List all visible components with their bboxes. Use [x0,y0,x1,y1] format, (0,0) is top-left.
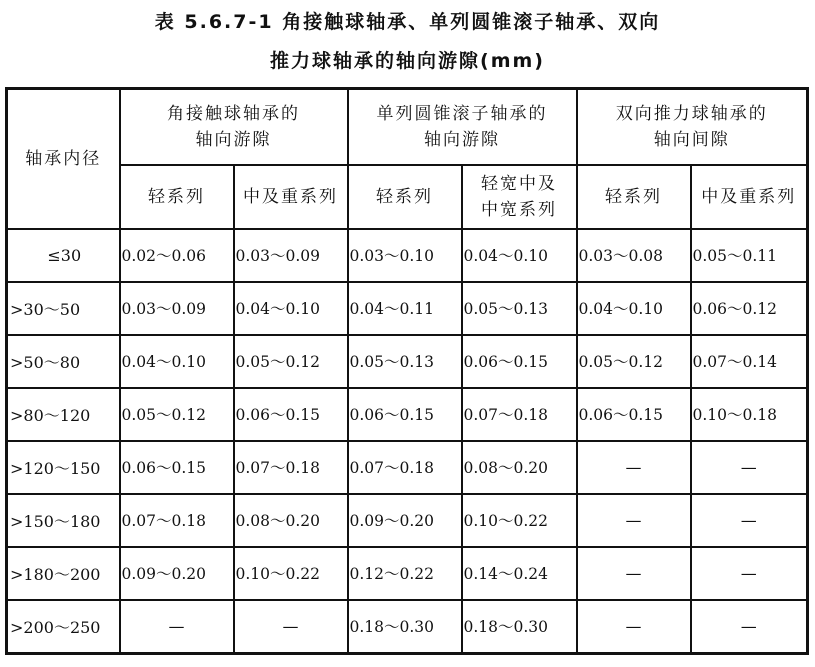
header-bore-diameter: 轴承内径 [7,89,120,229]
clearance-cell: 0.08～0.20 [462,441,577,494]
clearance-cell: 0.10～0.18 [691,388,808,441]
clearance-cell: 0.05～0.12 [234,335,348,388]
clearance-cell: 0.07～0.18 [120,494,234,547]
table-body [7,229,808,654]
table-row [7,441,808,494]
table-title-line-2: 推力球轴承的轴向游隙(mm) [270,50,545,72]
clearance-cell: 0.05～0.11 [691,229,808,282]
clearance-cell: — [577,547,691,600]
clearance-cell: — [691,600,808,654]
bore-range-cell: >150～180 [7,494,120,547]
clearance-cell: — [691,547,808,600]
subheader-cell: 轻系列 [120,165,234,229]
subheader-cell: 中及重系列 [234,165,348,229]
subheader-cell: 轻系列 [577,165,691,229]
clearance-cell: 0.02～0.06 [120,229,234,282]
header-group-thrust-ball [577,89,808,165]
clearance-cell: 0.06～0.15 [348,388,462,441]
clearance-cell: 0.04～0.11 [348,282,462,335]
clearance-cell: 0.18～0.30 [348,600,462,654]
clearance-cell: 0.05～0.13 [348,335,462,388]
clearance-cell: — [120,600,234,654]
subheader-cell: 中及重系列 [691,165,808,229]
clearance-cell: 0.06～0.12 [691,282,808,335]
clearance-cell: — [577,494,691,547]
clearance-cell: 0.03～0.08 [577,229,691,282]
clearance-cell: 0.07～0.18 [348,441,462,494]
bore-range-cell: >180～200 [7,547,120,600]
header-group-label: 单列圆锥滚子轴承的 轴向游隙 [376,103,548,150]
clearance-cell: 0.09～0.20 [120,547,234,600]
bore-range-cell: >200～250 [7,600,120,654]
header-group-angular-contact [120,89,348,165]
clearance-cell: — [577,441,691,494]
clearance-cell: 0.06～0.15 [120,441,234,494]
bore-range-cell: ≤30 [7,229,120,282]
table-row [7,229,808,282]
clearance-cell: 0.14～0.24 [462,547,577,600]
clearance-cell: 0.05～0.12 [120,388,234,441]
table-row [7,547,808,600]
clearance-cell: 0.05～0.13 [462,282,577,335]
clearance-cell: — [691,494,808,547]
clearance-cell: 0.04～0.10 [462,229,577,282]
clearance-cell: 0.10～0.22 [462,494,577,547]
clearance-cell: 0.05～0.12 [577,335,691,388]
clearance-cell: 0.06～0.15 [462,335,577,388]
subheader-cell: 轻宽中及 中宽系列 [462,165,577,229]
clearance-cell: 0.08～0.20 [234,494,348,547]
clearance-cell: 0.07～0.18 [462,388,577,441]
header-group-tapered-roller [348,89,577,165]
bore-range-cell: >50～80 [7,335,120,388]
clearance-cell: 0.04～0.10 [234,282,348,335]
clearance-cell: 0.12～0.22 [348,547,462,600]
table-row [7,600,808,654]
clearance-cell: — [691,441,808,494]
clearance-cell: 0.03～0.10 [348,229,462,282]
table-row [7,388,808,441]
table-row [7,335,808,388]
bore-range-cell: >80～120 [7,388,120,441]
clearance-cell: 0.09～0.20 [348,494,462,547]
header-group-label: 双向推力球轴承的 轴向间隙 [615,103,768,150]
table-title-line-1: 表 5.6.7-1 角接触球轴承、单列圆锥滚子轴承、双向 [154,11,661,33]
clearance-cell: 0.06～0.15 [234,388,348,441]
clearance-cell: 0.18～0.30 [462,600,577,654]
clearance-cell: 0.04～0.10 [577,282,691,335]
clearance-cell: — [234,600,348,654]
table-row [7,494,808,547]
clearance-cell: — [577,600,691,654]
subheader-cell: 轻系列 [348,165,462,229]
clearance-cell: 0.03～0.09 [234,229,348,282]
clearance-cell: 0.04～0.10 [120,335,234,388]
clearance-cell: 0.06～0.15 [577,388,691,441]
clearance-table [5,87,809,655]
clearance-cell: 0.07～0.14 [691,335,808,388]
bore-range-cell: >120～150 [7,441,120,494]
bore-range-cell: >30～50 [7,282,120,335]
table-row [7,282,808,335]
clearance-cell: 0.07～0.18 [234,441,348,494]
clearance-cell: 0.10～0.22 [234,547,348,600]
header-group-label: 角接触球轴承的 轴向游隙 [167,103,300,150]
clearance-cell: 0.03～0.09 [120,282,234,335]
